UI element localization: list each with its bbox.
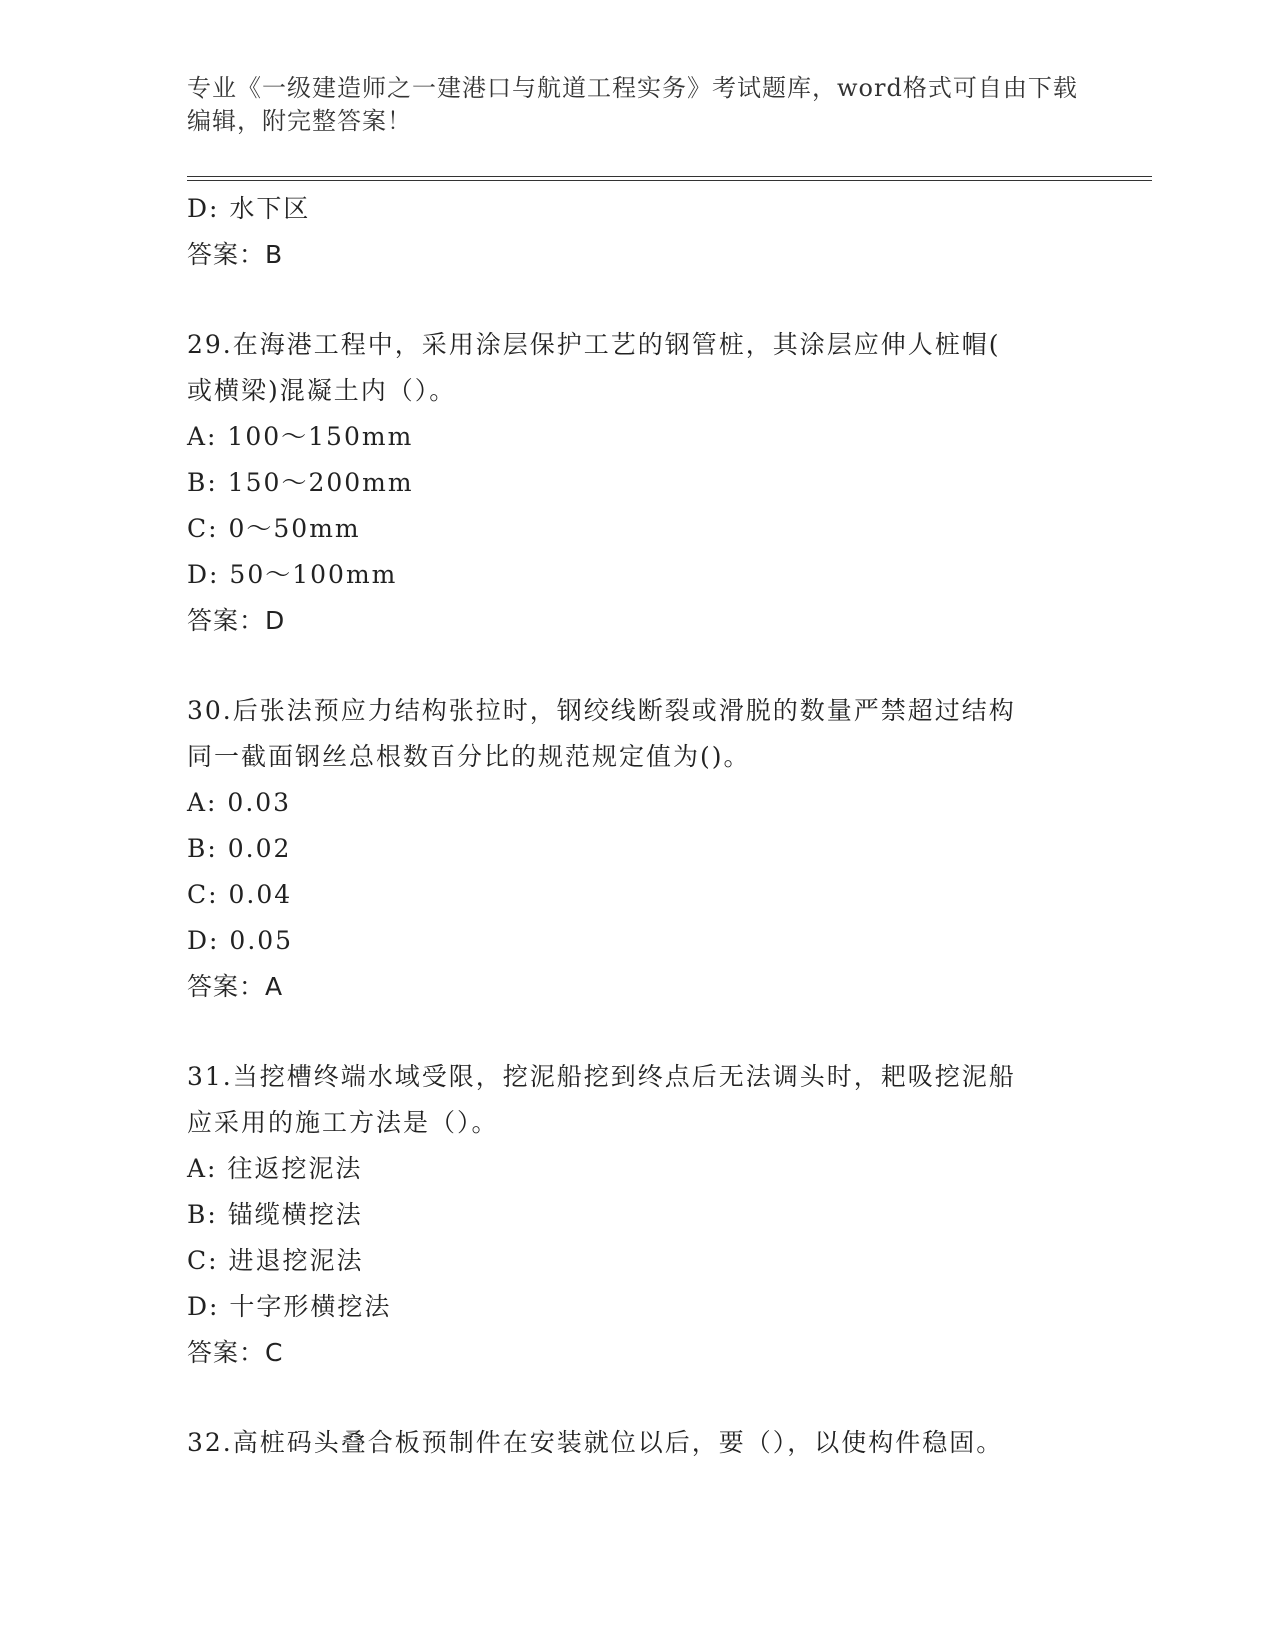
question-31-option-b: B: 锚缆横挖法: [187, 1200, 363, 1229]
question-30-text-1: 30.后张法预应力结构张拉时，钢绞线断裂或滑脱的数量严禁超过结构: [187, 696, 1016, 725]
header-divider-top: [187, 176, 1152, 177]
header-note: [187, 72, 1087, 138]
question-30-option-b: B: 0.02: [187, 834, 292, 863]
question-31-text-1: 31.当挖槽终端水域受限，挖泥船挖到终点后无法调头时，耙吸挖泥船: [187, 1062, 1016, 1091]
header-divider-bottom: [187, 180, 1152, 181]
question-29-option-c: C: 0～50mm: [187, 514, 361, 543]
question-32: [187, 1420, 1087, 1466]
question-30-option-d: D: 0.05: [187, 926, 294, 955]
header-line-2: 编辑，附完整答案！: [187, 107, 412, 135]
question-31-text-2: 应采用的施工方法是（）。: [187, 1108, 499, 1137]
prev-answer: 答案：B: [187, 240, 284, 269]
header-line-1: 专业《一级建造师之一建港口与航道工程实务》考试题库，word格式可自由下载: [187, 74, 1078, 102]
question-30-option-a: A: 0.03: [187, 788, 292, 817]
question-30: [187, 688, 1087, 1010]
question-31-answer: 答案：C: [187, 1338, 284, 1367]
question-31-option-c: C: 进退挖泥法: [187, 1246, 364, 1275]
prev-option-d: D: 水下区: [187, 194, 311, 223]
question-29-option-a: A: 100～150mm: [187, 422, 414, 451]
question-31-option-a: A: 往返挖泥法: [187, 1154, 363, 1183]
question-29-option-b: B: 150～200mm: [187, 468, 414, 497]
question-30-option-c: C: 0.04: [187, 880, 293, 909]
question-29-answer: 答案：D: [187, 606, 286, 635]
question-32-text-1: 32.高桩码头叠合板预制件在安装就位以后，要（），以使构件稳固。: [187, 1428, 1004, 1457]
question-30-answer: 答案：A: [187, 972, 284, 1001]
question-29-option-d: D: 50～100mm: [187, 560, 398, 589]
question-31: [187, 1054, 1087, 1376]
question-29: [187, 322, 1087, 644]
question-29-text-1: 29.在海港工程中，采用涂层保护工艺的钢管桩，其涂层应伸人桩帽(: [187, 330, 1001, 359]
question-30-text-2: 同一截面钢丝总根数百分比的规范规定值为()。: [187, 742, 751, 771]
question-29-text-2: 或横梁)混凝土内（）。: [187, 376, 457, 405]
question-31-option-d: D: 十字形横挖法: [187, 1292, 392, 1321]
question-content: [187, 186, 1087, 1466]
